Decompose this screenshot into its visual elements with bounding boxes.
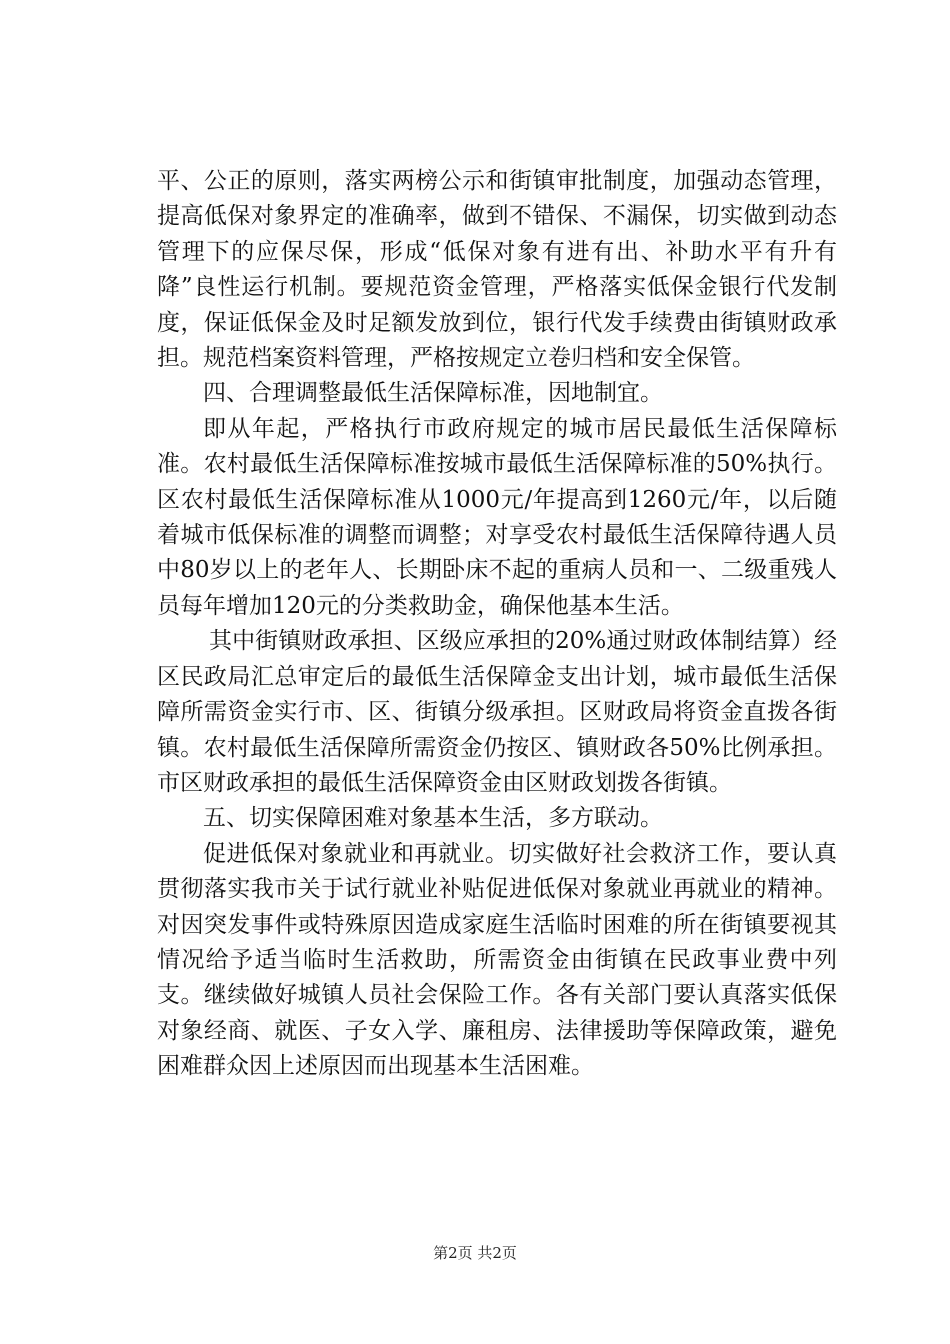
page-number-footer: 第2页 共2页: [433, 1244, 517, 1262]
paragraph-continuation: 平、公正的原则，落实两榜公示和街镇审批制度，加强动态管理，提高低保对象界定的准确率，做到不错保、不漏保，切实做到动态管理下的应保尽保，形成“低保对象有进有出、补助水平有升有降”良性运行机制。要规范资金管理，严格落实低保金银行代发制度，保证低保金及时足额发放到位，银行代发手续费由街镇财政承担。规范档案资料管理，严格按规定立卷归档和安全保管。: [157, 168, 837, 372]
paragraph-funding: 其中街镇财政承担、区级应承担的20%通过财政体制结算）经区民政局汇总审定后的最低生活保障金支出计划，城市最低生活保障所需资金实行市、区、街镇分级承担。区财政局将资金直拨各街镇。农村最低生活保障所需资金仍按区、镇财政各50%比例承担。市区财政承担的最低生活保障资金由区财政划拨各街镇。: [157, 628, 837, 796]
section-heading-four: 四、合理调整最低生活保障标准，因地制宜。: [203, 380, 663, 407]
paragraph-employment: 促进低保对象就业和再就业。切实做好社会救济工作，要认真贯彻落实我市关于试行就业补贴促进低保对象就业再就业的精神。对因突发事件或特殊原因造成家庭生活临时困难的所在街镇要视其情况给予适当临时生活救助，所需资金由街镇在民政事业费中列支。继续做好城镇人员社会保险工作。各有关部门要认真落实低保对象经商、就医、子女入学、廉租房、法律援助等保障政策，避免困难群众因上述原因而出现基本生活困难。: [157, 840, 837, 1080]
document-body: [157, 164, 837, 1085]
section-heading-five: 五、切实保障困难对象基本生活，多方联动。: [203, 805, 663, 832]
paragraph-standards: 即从年起，严格执行市政府规定的城市居民最低生活保障标准。农村最低生活保障标准按城市最低生活保障标准的50%执行。区农村最低生活保障标准从1000元/年提高到1260元/年，以后随着城市低保标准的调整而调整；对享受农村最低生活保障待遇人员中80岁以上的老年人、长期卧床不起的重病人员和一、二级重残人员每年增加120元的分类救助金，确保他基本生活。: [157, 415, 837, 619]
